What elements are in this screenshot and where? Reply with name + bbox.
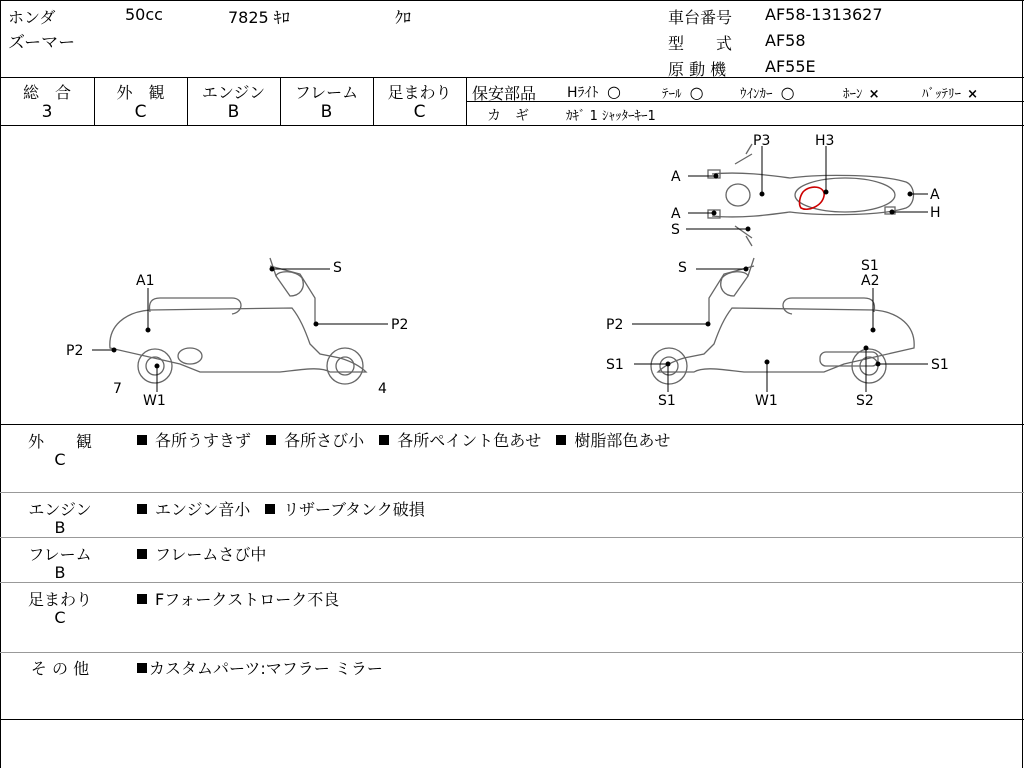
engine-model-value: AF55E (765, 57, 816, 76)
top-view-scooter (708, 144, 914, 246)
label-p3: P3 (753, 133, 771, 149)
label-s1-left: S1 (606, 357, 624, 373)
label-s-top: S (671, 222, 680, 238)
remark-items-exterior (137, 428, 670, 451)
maker-name: ホンダ (8, 8, 56, 27)
remark-label-other: そ の 他 (30, 659, 90, 678)
safety-item-mark: × (868, 87, 880, 102)
type-label: 型 式 (668, 34, 733, 53)
safety-item-name: Hﾗｲﾄ (567, 85, 599, 101)
safety-item-winker (740, 83, 795, 102)
remark-items-engine (137, 497, 425, 520)
safety-item-name: ｳｲﾝｶｰ (740, 87, 773, 102)
remark-item: カスタムパーツ:マフラー ミラー (149, 659, 383, 678)
grade-value-frame: B (320, 102, 333, 122)
label-w1-right: W1 (755, 393, 778, 409)
remarks-bottom-divider (0, 719, 1024, 720)
remark-item: エンジン音小 (155, 500, 251, 519)
remark-label-frame: フレーム (28, 545, 92, 564)
label-4: 4 (378, 381, 387, 397)
bullet-icon (265, 504, 275, 514)
grade-value-engine: B (227, 102, 240, 122)
grade-label-engine: エンジン (201, 83, 266, 102)
engine-model-label: 原 動 機 (668, 60, 727, 79)
label-s-right: S (678, 260, 687, 276)
remark-items-other (137, 656, 383, 679)
label-h-rear: H (930, 205, 941, 221)
remark-item: フレームさび中 (155, 545, 267, 564)
label-p2-left-rear: P2 (66, 343, 84, 359)
diagram-bottom-divider (0, 424, 1024, 425)
scooter-diagrams (0, 126, 1024, 424)
grade-label-exterior: 外 観 (116, 83, 165, 102)
safety-item-battery (922, 83, 978, 102)
grade-label-overall: 総 合 (22, 83, 71, 102)
remark-label-suspension: 足まわり (27, 590, 92, 609)
remark-sep-1 (0, 492, 1024, 493)
bullet-icon (137, 504, 147, 514)
label-h3: H3 (815, 133, 835, 149)
label-s1-bottom: S1 (658, 393, 676, 409)
model-name: ズーマー (8, 33, 76, 53)
bullet-icon (137, 594, 147, 604)
type-value: AF58 (765, 31, 806, 50)
remark-grade-exterior: C (54, 450, 66, 469)
remark-grade-frame: B (54, 563, 66, 582)
frame-no-value: AF58-1313627 (765, 5, 883, 24)
label-a1: A1 (136, 273, 155, 289)
safety-item-mark: ○ (606, 82, 621, 101)
grade-col-sep-5 (466, 77, 467, 125)
label-a-rear: A (930, 187, 940, 203)
label-p2-right: P2 (606, 317, 624, 333)
key-label: カ ギ (487, 108, 529, 124)
remark-items-suspension (137, 587, 339, 610)
remark-item: リザーブタンク破損 (283, 500, 425, 519)
displacement: 50cc (125, 5, 163, 24)
grade-value-overall: 3 (41, 102, 53, 122)
bullet-icon (266, 435, 276, 445)
bullet-icon (137, 435, 147, 445)
remark-grade-suspension: C (54, 608, 66, 627)
safety-item-horn (843, 83, 880, 102)
bullet-icon (556, 435, 566, 445)
remark-item: 樹脂部色あせ (574, 431, 671, 450)
safety-item-taillight (662, 83, 704, 102)
frame-no-label: 車台番号 (668, 8, 733, 27)
label-7: 7 (113, 381, 122, 397)
label-a-front-bottom: A (671, 206, 681, 222)
label-a-front-top: A (671, 169, 681, 185)
safety-item-mark: ○ (689, 83, 704, 102)
bullet-icon (379, 435, 389, 445)
remark-item: 各所ペイント色あせ (397, 431, 542, 450)
mileage: 7825 ｷﾛ (228, 8, 290, 27)
label-p2-left-front: P2 (391, 317, 409, 333)
key-value: ｶｷﾞ 1 ｼｬｯﾀｰｷｰ1 (566, 109, 656, 124)
label-s2: S2 (856, 393, 874, 409)
remark-grade-engine: B (54, 518, 66, 537)
label-w1-left: W1 (143, 393, 166, 409)
grade-value-suspension: C (413, 102, 426, 122)
safety-item-mark: ○ (780, 83, 795, 102)
remark-item: 各所うすきず (155, 431, 252, 450)
grade-value-exterior: C (134, 102, 147, 122)
remark-item: 各所さび小 (284, 431, 365, 450)
safety-item-mark: × (967, 87, 979, 102)
label-a2: A2 (861, 273, 880, 289)
safety-parts-label: 保安部品 (472, 84, 537, 103)
safety-item-name: ﾃｰﾙ (662, 87, 682, 102)
label-s1-right: S1 (931, 357, 949, 373)
safety-item-headlight (567, 82, 621, 102)
outer-top-border (0, 0, 1024, 1)
remark-label-engine: エンジン (28, 500, 92, 519)
safety-item-name: ﾊﾞｯﾃﾘｰ (922, 87, 961, 102)
label-s-left: S (333, 260, 342, 276)
safety-item-name: ﾎｰﾝ (843, 87, 863, 102)
bullet-icon (137, 663, 147, 673)
grade-label-frame: フレーム (294, 83, 359, 102)
grade-label-suspension: 足まわり (387, 83, 452, 102)
label-s1-top: S1 (861, 258, 879, 274)
leader-lines (92, 146, 928, 392)
bullet-icon (137, 549, 147, 559)
remark-sep-2 (0, 537, 1024, 538)
remark-label-exterior: 外 観 (27, 432, 92, 451)
remark-sep-4 (0, 652, 1024, 653)
body-color: ｸﾛ (395, 8, 412, 27)
remark-sep-3 (0, 582, 1024, 583)
damage-marker (800, 187, 825, 209)
remark-items-frame (137, 542, 266, 565)
header-divider (0, 77, 1024, 78)
remark-item: Fフォークストローク不良 (155, 590, 340, 609)
